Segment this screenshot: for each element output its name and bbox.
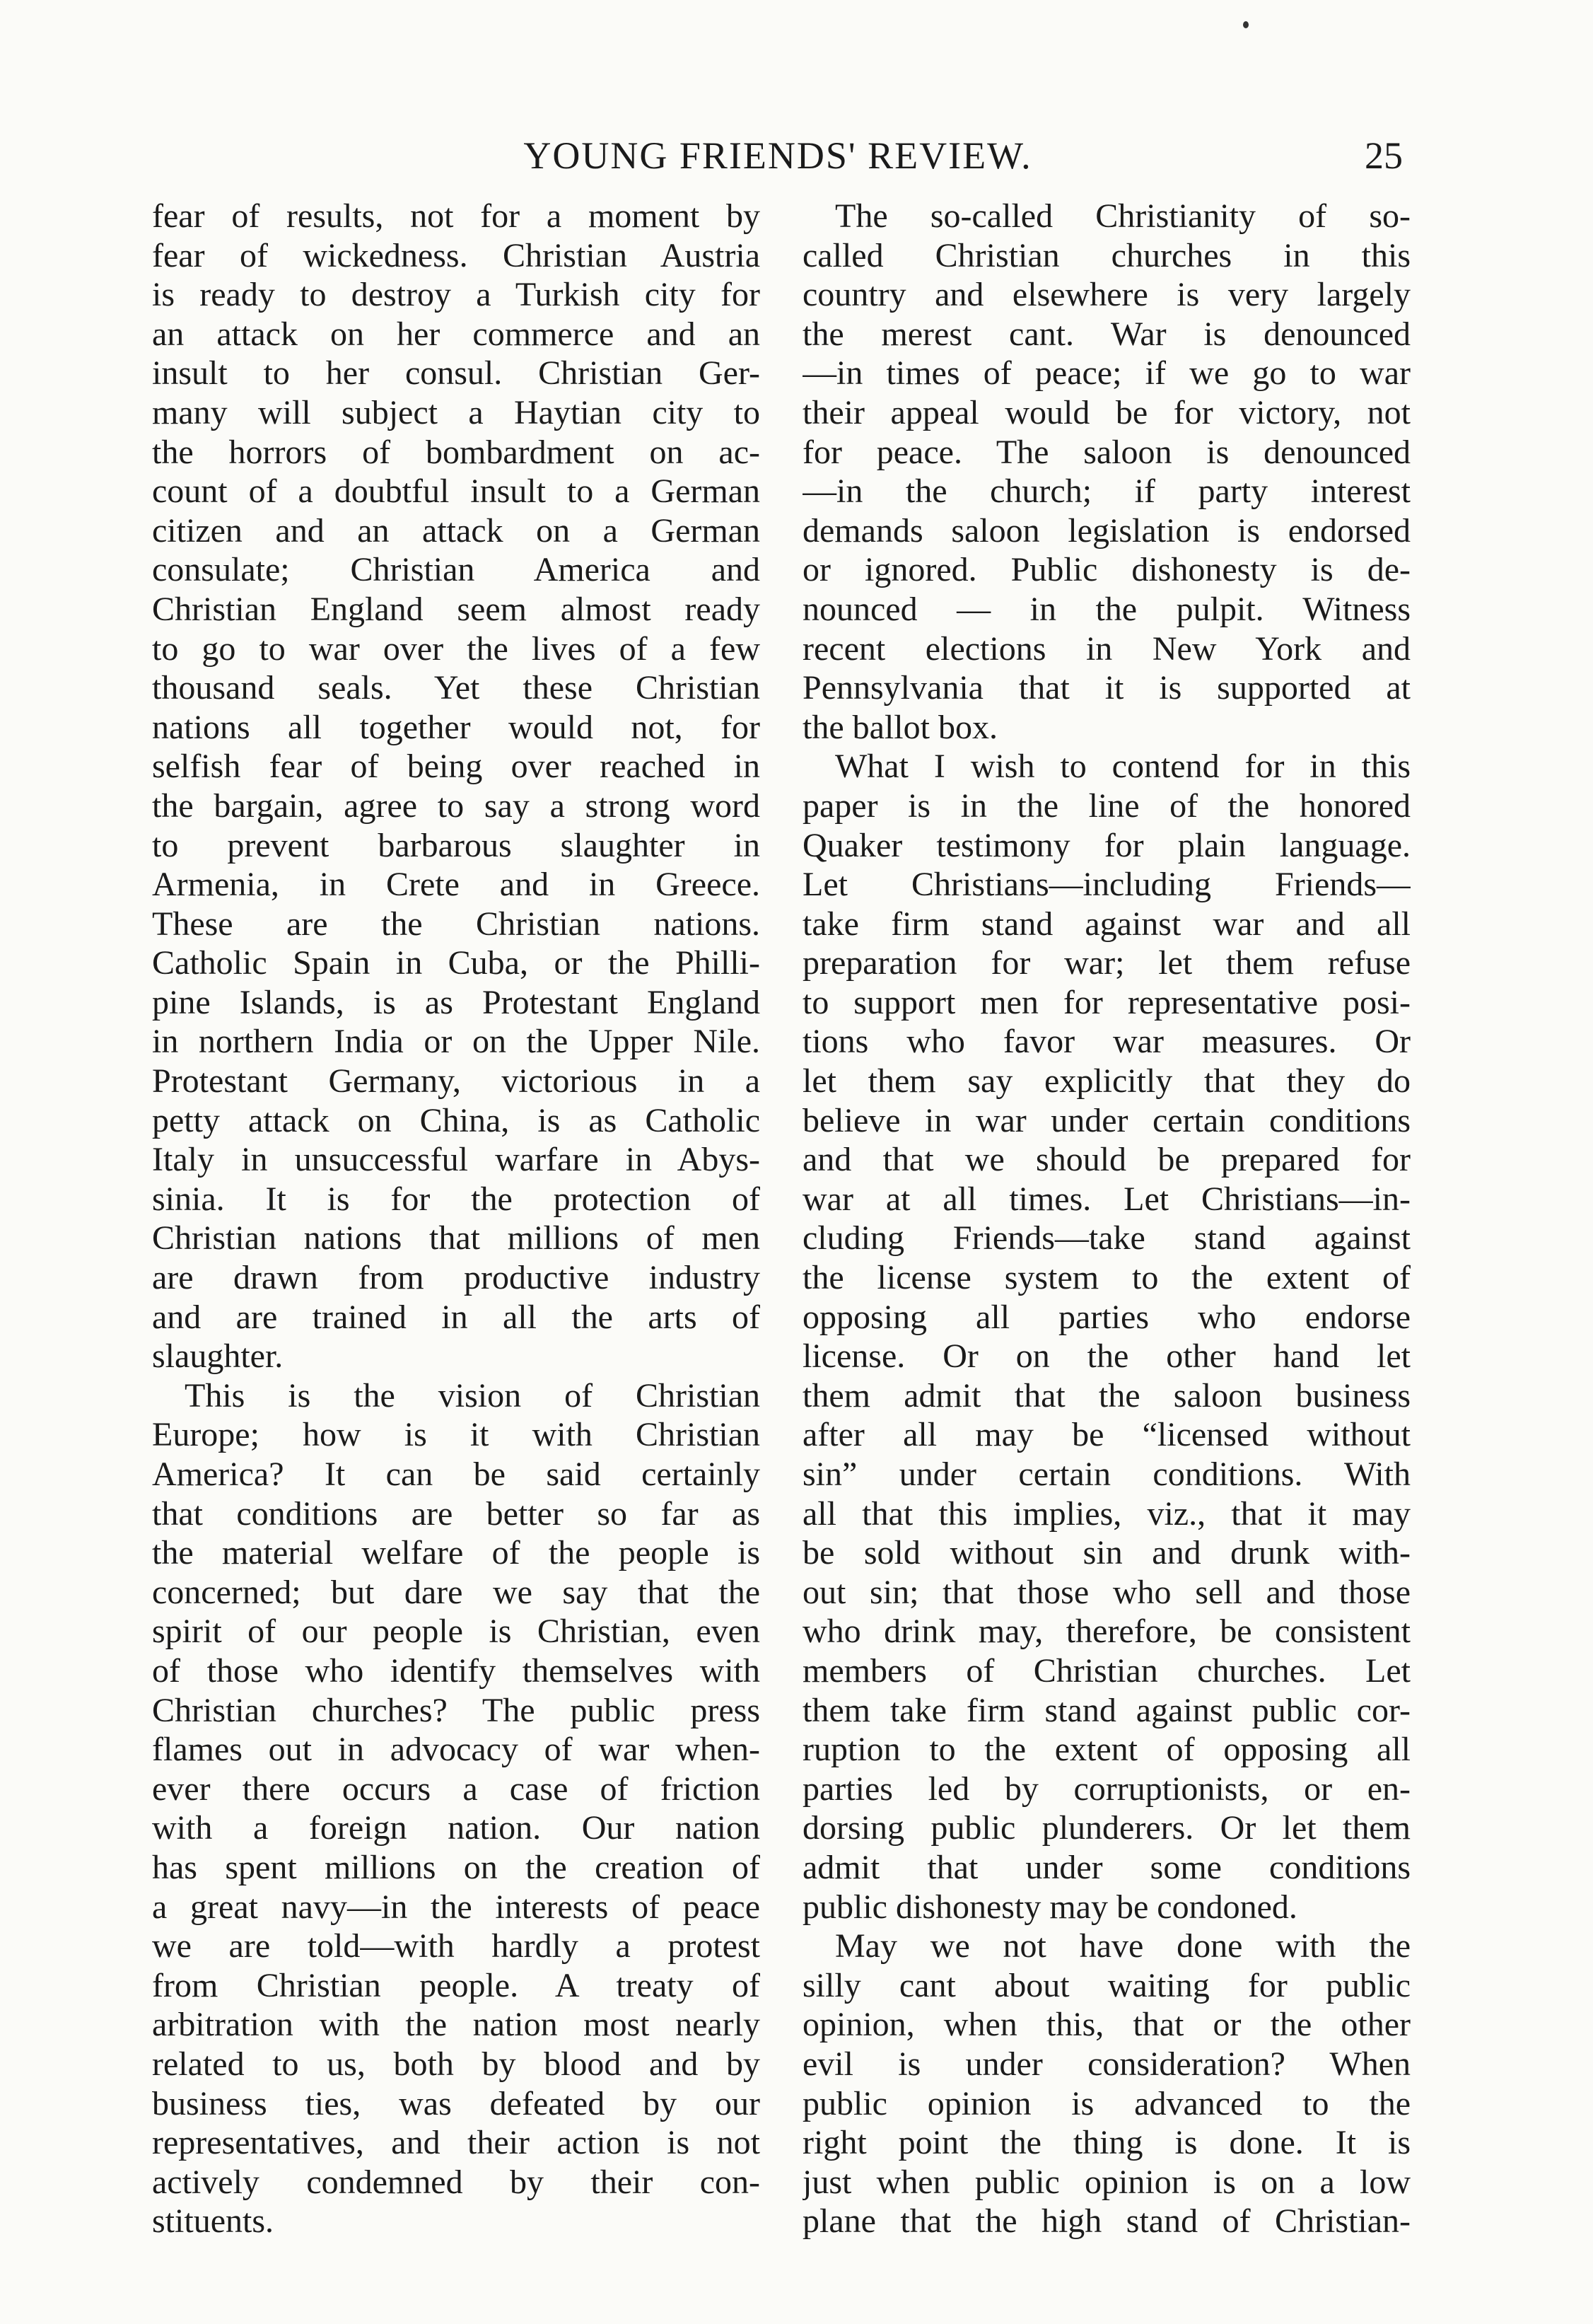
text-line: sin” under certain conditions. With bbox=[803, 1456, 1411, 1493]
page-header bbox=[0, 127, 1593, 184]
text-line: plane that the high stand of Christian- bbox=[803, 2202, 1411, 2241]
text-line: the license system to the extent of bbox=[803, 1259, 1411, 1297]
text-line: and that we should be prepared for bbox=[803, 1141, 1411, 1179]
text-line: public opinion is advanced to the bbox=[803, 2084, 1411, 2122]
text-line: These are the Christian nations. bbox=[152, 905, 760, 943]
text-line: Protestant Germany, victorious in a bbox=[152, 1062, 760, 1100]
text-line: Pennsylvania that it is supported at bbox=[803, 669, 1411, 707]
text-line: actively condemned by their con- bbox=[152, 2163, 760, 2201]
text-line: sinia. It is for the protection of bbox=[152, 1180, 760, 1218]
text-line: license. Or on the other hand let bbox=[803, 1337, 1411, 1376]
text-line: parties led by corruptionists, or en- bbox=[803, 1770, 1411, 1808]
text-column-left bbox=[152, 197, 760, 2241]
text-line: to prevent barbarous slaughter in bbox=[152, 826, 760, 864]
text-line: cluding Friends—take stand against bbox=[803, 1219, 1411, 1257]
text-line: to support men for representative posi- bbox=[803, 983, 1411, 1021]
text-line: them admit that the saloon business bbox=[803, 1376, 1411, 1414]
text-line: just when public opinion is on a low bbox=[803, 2163, 1411, 2201]
text-line: that conditions are better so far as bbox=[152, 1494, 760, 1533]
text-line: recent elections in New York and bbox=[803, 629, 1411, 668]
text-line: —in the church; if party interest bbox=[803, 472, 1411, 511]
text-line: opinion, when this, that or the other bbox=[803, 2006, 1411, 2044]
text-line: public dishonesty may be condoned. bbox=[803, 1888, 1297, 1926]
text-line: dorsing public plunderers. Or let them bbox=[803, 1809, 1411, 1847]
text-line: called Christian churches in this bbox=[803, 236, 1411, 274]
text-line: petty attack on China, is as Catholic bbox=[152, 1101, 760, 1139]
text-line: citizen and an attack on a German bbox=[152, 511, 760, 550]
text-line: for peace. The saloon is denounced bbox=[803, 433, 1411, 471]
text-line: after all may be “licensed without bbox=[803, 1416, 1411, 1454]
text-line: or ignored. Public dishonesty is de- bbox=[803, 551, 1411, 589]
text-line: stituents. bbox=[152, 2202, 274, 2241]
text-line: their appeal would be for victory, not bbox=[803, 393, 1411, 431]
text-line: selfish fear of being over reached in bbox=[152, 748, 760, 786]
text-line: Europe; how is it with Christian bbox=[152, 1416, 760, 1454]
text-line: representatives, and their action is not bbox=[152, 2124, 760, 2162]
text-line: ruption to the extent of opposing all bbox=[803, 1731, 1411, 1769]
text-line: country and elsewhere is very largely bbox=[803, 276, 1411, 314]
text-line: Christian churches? The public press bbox=[152, 1691, 760, 1729]
text-line: to go to war over the lives of a few bbox=[152, 629, 760, 668]
running-title: YOUNG FRIENDS' REVIEW. bbox=[523, 134, 1032, 177]
text-line: opposing all parties who endorse bbox=[803, 1298, 1411, 1336]
text-line: paper is in the line of the honored bbox=[803, 786, 1411, 825]
text-line: be sold without sin and drunk with- bbox=[803, 1534, 1411, 1572]
text-line: members of Christian churches. Let bbox=[803, 1651, 1411, 1690]
text-line: America? It can be said certainly bbox=[152, 1456, 760, 1493]
text-line: fear of wickedness. Christian Austria bbox=[152, 236, 760, 274]
text-line: of those who identify themselves with bbox=[152, 1651, 760, 1690]
text-line: count of a doubtful insult to a German bbox=[152, 472, 760, 511]
text-line: May we not have done with the bbox=[835, 1927, 1411, 1965]
text-line: take firm stand against war and all bbox=[803, 905, 1411, 943]
text-line: thousand seals. Yet these Christian bbox=[152, 669, 760, 707]
text-line: insult to her consul. Christian Ger- bbox=[152, 354, 760, 393]
text-line: consulate; Christian America and bbox=[152, 551, 760, 589]
text-line: let them say explicitly that they do bbox=[803, 1062, 1411, 1100]
text-line: the bargain, agree to say a strong word bbox=[152, 786, 760, 825]
text-line: Let Christians—including Friends— bbox=[803, 866, 1411, 904]
text-line: many will subject a Haytian city to bbox=[152, 393, 760, 431]
text-line: demands saloon legislation is endorsed bbox=[803, 511, 1411, 550]
text-line: them take firm stand against public cor- bbox=[803, 1691, 1411, 1729]
text-line: the merest cant. War is denounced bbox=[803, 315, 1411, 353]
text-line: with a foreign nation. Our nation bbox=[152, 1809, 760, 1847]
text-line: pine Islands, is as Protestant England bbox=[152, 983, 760, 1021]
text-column-right bbox=[803, 197, 1411, 2241]
text-line: The so-called Christianity of so- bbox=[835, 197, 1411, 235]
text-line: in northern India or on the Upper Nile. bbox=[152, 1023, 760, 1061]
text-line: Christian England seem almost ready bbox=[152, 590, 760, 628]
text-line: Armenia, in Crete and in Greece. bbox=[152, 866, 760, 904]
text-line: we are told—with hardly a protest bbox=[152, 1927, 760, 1965]
text-line: nations all together would not, for bbox=[152, 708, 760, 746]
text-line: who drink may, therefore, be consistent bbox=[803, 1613, 1411, 1651]
text-line: all that this implies, viz., that it may bbox=[803, 1494, 1411, 1533]
text-line: are drawn from productive industry bbox=[152, 1259, 760, 1297]
text-line: slaughter. bbox=[152, 1337, 284, 1376]
text-line: has spent millions on the creation of bbox=[152, 1848, 760, 1886]
text-line: concerned; but dare we say that the bbox=[152, 1573, 760, 1611]
text-line: ever there occurs a case of friction bbox=[152, 1770, 760, 1808]
text-line: is ready to destroy a Turkish city for bbox=[152, 276, 760, 314]
text-line: fear of results, not for a moment by bbox=[152, 197, 760, 235]
text-line: admit that under some conditions bbox=[803, 1848, 1411, 1886]
text-line: believe in war under certain conditions bbox=[803, 1101, 1411, 1139]
text-line: a great navy—in the interests of peace bbox=[152, 1888, 760, 1926]
ink-speck-decoration bbox=[1243, 21, 1249, 28]
text-line: related to us, both by blood and by bbox=[152, 2045, 760, 2083]
text-line: —in times of peace; if we go to war bbox=[803, 354, 1411, 393]
text-line: the material welfare of the people is bbox=[152, 1534, 760, 1572]
text-line: arbitration with the nation most nearly bbox=[152, 2006, 760, 2044]
text-line: from Christian people. A treaty of bbox=[152, 1966, 760, 2004]
text-line: an attack on her commerce and an bbox=[152, 315, 760, 353]
text-line: What I wish to contend for in this bbox=[835, 748, 1411, 786]
text-line: Catholic Spain in Cuba, or the Philli- bbox=[152, 944, 760, 982]
text-line: out sin; that those who sell and those bbox=[803, 1573, 1411, 1611]
text-line: Quaker testimony for plain language. bbox=[803, 826, 1411, 864]
text-line: right point the thing is done. It is bbox=[803, 2124, 1411, 2162]
text-line: and are trained in all the arts of bbox=[152, 1298, 760, 1336]
text-line: spirit of our people is Christian, even bbox=[152, 1613, 760, 1651]
text-line: tions who favor war measures. Or bbox=[803, 1023, 1411, 1061]
text-line: nounced — in the pulpit. Witness bbox=[803, 590, 1411, 628]
text-line: business ties, was defeated by our bbox=[152, 2084, 760, 2122]
text-line: flames out in advocacy of war when- bbox=[152, 1731, 760, 1769]
page-number: 25 bbox=[1365, 134, 1403, 177]
text-line: the ballot box. bbox=[803, 708, 998, 746]
text-line: Italy in unsuccessful warfare in Abys- bbox=[152, 1141, 760, 1179]
text-line: silly cant about waiting for public bbox=[803, 1966, 1411, 2004]
text-line: This is the vision of Christian bbox=[185, 1376, 760, 1414]
text-line: war at all times. Let Christians—in- bbox=[803, 1180, 1411, 1218]
text-line: the horrors of bombardment on ac- bbox=[152, 433, 760, 471]
text-line: evil is under consideration? When bbox=[803, 2045, 1411, 2083]
text-line: preparation for war; let them refuse bbox=[803, 944, 1411, 982]
text-line: Christian nations that millions of men bbox=[152, 1219, 760, 1257]
